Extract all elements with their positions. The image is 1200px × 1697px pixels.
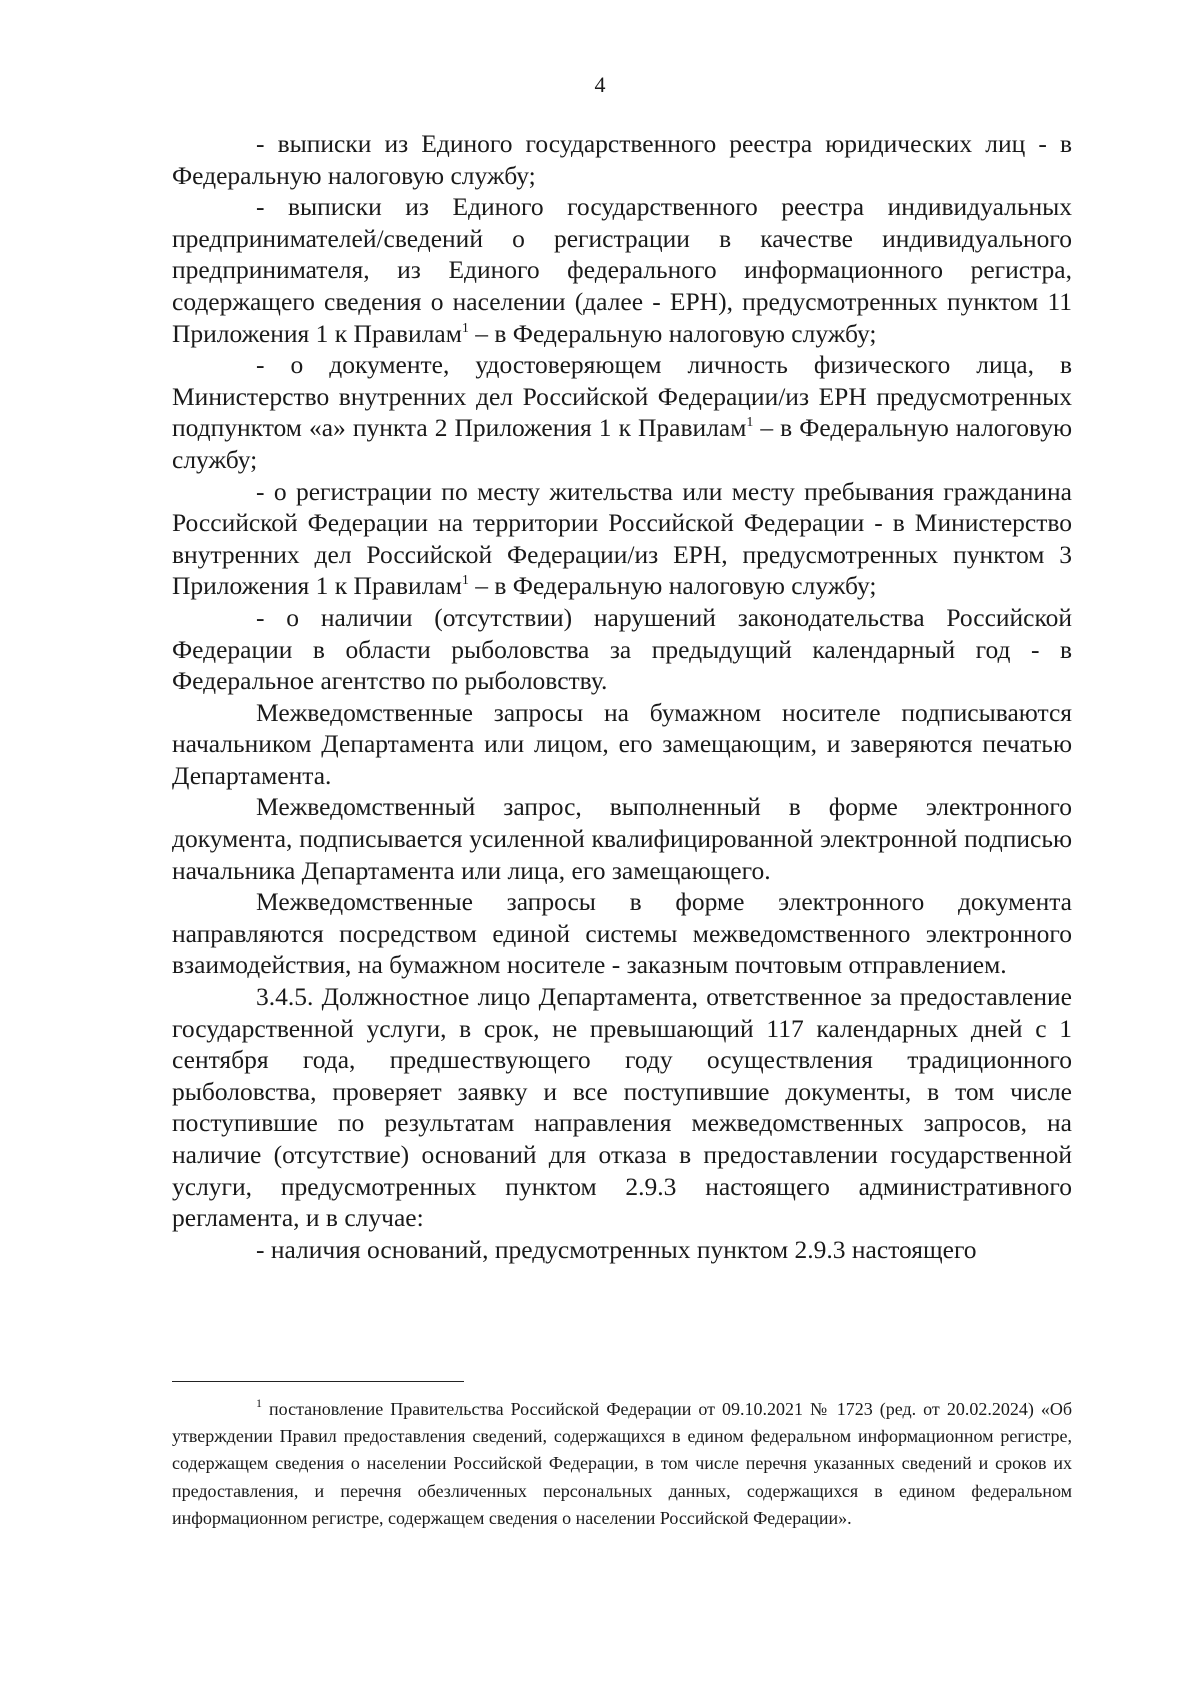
paragraph: - о регистрации по месту жительства или месту пребывания гражданина Российской Федерации на территории Российской Федерации - в Министерство внутренних дел Российской Федерации/из ЕРН, предусмотренных пунктом 3 Приложения 1 к Правилам$^1$ – в Федеральную налоговую службу; — [172, 476, 1072, 601]
paragraph: - о наличии (отсутствии) нарушений законодательства Российской Федерации в области рыболовства за предыдущий календарный год - в Федеральное агентство по рыболовству. — [172, 602, 1072, 696]
paragraph: Межведомственные запросы на бумажном носителе подписываются начальником Департамента или лицом, его замещающим, и заверяются печатью Департамента. — [172, 697, 1072, 790]
footnote-divider — [172, 1381, 464, 1382]
footnote-ref[interactable]: 1 — [461, 573, 469, 589]
footnote-ref[interactable]: 1 — [746, 415, 754, 431]
paragraph: Межведомственные запросы в форме электронного документа направляются посредством единой системы межведомственного электронного взаимодействия, на бумажном носителе - заказным почтовым отправлением. — [172, 887, 1072, 980]
page-number: 4 — [594, 72, 606, 97]
paragraph: - выписки из Единого государственного реестра юридических лиц - в Федеральную налоговую службу; — [172, 129, 1072, 190]
footnote-ref[interactable]: 1 — [461, 320, 469, 336]
footnote-mark: 1 — [256, 1396, 262, 1410]
paragraph: Межведомственный запрос, выполненный в форме электронного документа, подписывается усиленной квалифицированной электронной подписью начальника Департамента или лица, его замещающего. — [172, 792, 1072, 885]
footnote-text: постановление Правительства Российской Федерации от 09.10.2021 № 1723 (ред. от 20.02.2024) «Об утверждении Правил предоставления сведений, содержащихся в едином федеральном информационном регистре, содержащем сведения о населении Российской Федерации, в том числе перечня указанных сведений и сроков их предоставления, и перечня обезличенных персональных данных, содержащихся в едином федеральном информационном регистре, содержащем сведения о населении Российской Федерации». — [172, 1399, 1072, 1528]
paragraph: 3.4.5. Должностное лицо Департамента, ответственное за предоставление государственной услуги, в срок, не превышающий 117 календарных дней с 1 сентября года, предшествующего году осуществления традиционного рыболовства, проверяет заявку и все поступившие документы, в том числе поступившие по результатам направления межведомственных запросов, на наличие (отсутствие) оснований для отказа в предоставлении государственной услуги, предусмотренных пунктом 2.9.3 настоящего административного регламента, и в случае: — [172, 982, 1072, 1233]
footnote — [172, 1396, 1072, 1532]
body-text — [172, 128, 1072, 1265]
paragraph: - о документе, удостоверяющем личность физического лица, в Министерство внутренних дел Российской Федерации/из ЕРН предусмотренных подпунктом «а» пункта 2 Приложения 1 к Правилам$^1$ – в Федеральную налоговую службу; — [172, 350, 1072, 474]
paragraph: - наличия оснований, предусмотренных пунктом 2.9.3 настоящего — [256, 1234, 977, 1264]
paragraph: - выписки из Единого государственного реестра индивидуальных предпринимателей/сведений о регистрации в качестве индивидуального предпринимателя, из Единого федерального информационного регистра, содержащего сведения о населении (далее - ЕРН), предусмотренных пунктом 11 Приложения 1 к Правилам$^1$ – в Федеральную налоговую службу; — [172, 192, 1072, 348]
